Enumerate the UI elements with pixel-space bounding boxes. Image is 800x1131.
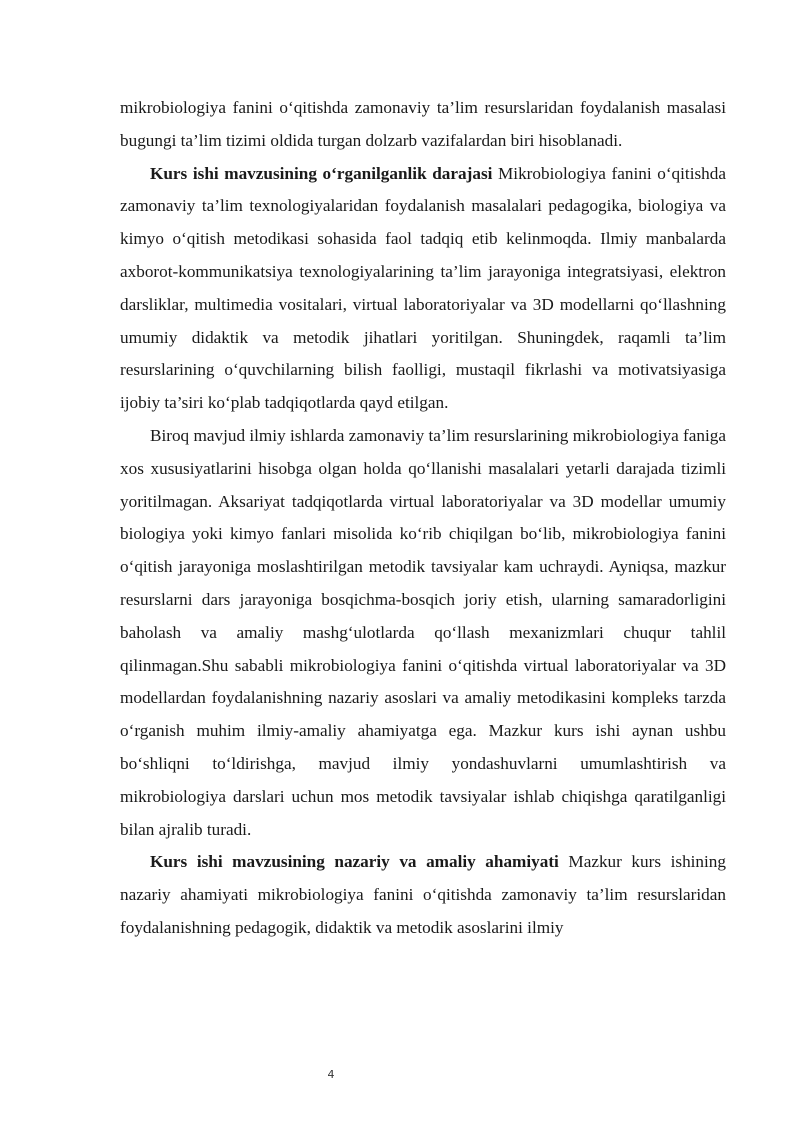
paragraph-text: Biroq mavjud ilmiy ishlarda zamonaviy ta’lim resurslarining mikrobiologiya faniga xos xususiyatlarini hisobga olgan holda qo‘llanishi masalalari yetarli darajada tizimli yoritilmagan. Aksariyat tadqiqotlarda virtual laboratoriyalar va 3D modellar umumiy biologiya yoki kimyo fanlari misolida ko‘rib chiqilgan bo‘lib, mikrobiologiya fanini o‘qitish jarayoniga moslashtirilgan metodik tavsiyalar kam uchraydi. Ayniqsa, mazkur resurslarni dars jarayoniga bosqichma-bosqich joriy etish, ularning samaradorligini baholash va amaliy mashg‘ulotlarda qo‘llash mexanizmlari chuqur tahlil qilinmagan.Shu sababli mikrobiologiya fanini o‘qitishda virtual laboratoriyalar va 3D modellardan foydalanishning nazariy asoslari va amaliy metodikasini kompleks tarzda o‘rganish muhim ilmiy-amaliy ahamiyatga ega. Mazkur kurs ishi aynan ushbu bo‘shliqni to‘ldirishga, mavjud ilmiy yondashuvlarni umumlashtirish va mikrobiologiya darslari uchun mos metodik tavsiyalar ishlab chiqishga qaratilganligi bilan ajralib turadi.	[120, 425, 726, 839]
page-number: 4	[327, 1068, 335, 1081]
paragraph-text: mikrobiologiya fanini o‘qitishda zamonaviy ta’lim resurslaridan foydalanish masalasi bugungi ta’lim tizimi oldida turgan dolzarb vazifalardan biri hisoblanadi.	[120, 98, 726, 150]
document-page	[120, 92, 726, 945]
paragraph-text: Mazkur kurs ishining nazariy ahamiyati mikrobiologiya fanini o‘qitishda zamonaviy ta’lim resurslaridan foydalanishning pedagogik, didaktik va metodik asoslarini ilmiy	[120, 852, 726, 937]
paragraph-continuation	[120, 92, 726, 158]
paragraph-study-level	[120, 158, 726, 420]
section-heading: Kurs ishi mavzusining o‘rganilganlik darajasi	[150, 163, 493, 183]
paragraph-research-gap	[120, 420, 726, 846]
paragraph-text: Mikrobiologiya fanini o‘qitishda zamonaviy ta’lim texnologiyalaridan foydalanish masalalari pedagogika, biologiya va kimyo o‘qitish metodikasi sohasida faol tadqiq etib kelinmoqda. Ilmiy manbalarda axborot-kommunikatsiya texnologiyalarining ta’lim jarayoniga integratsiyasi, elektron darsliklar, multimedia vositalari, virtual laboratoriyalar va 3D modellarni qo‘llashning umumiy didaktik va metodik jihatlari yoritilgan. Shuningdek, raqamli ta’lim resurslarining o‘quvchilarning bilish faolligi, mustaqil fikrlashi va motivatsiyasiga ijobiy ta’siri ko‘plab tadqiqotlarda qayd etilgan.	[120, 163, 726, 413]
paragraph-significance	[120, 846, 726, 944]
section-heading: Kurs ishi mavzusining nazariy va amaliy ahamiyati	[150, 852, 559, 872]
